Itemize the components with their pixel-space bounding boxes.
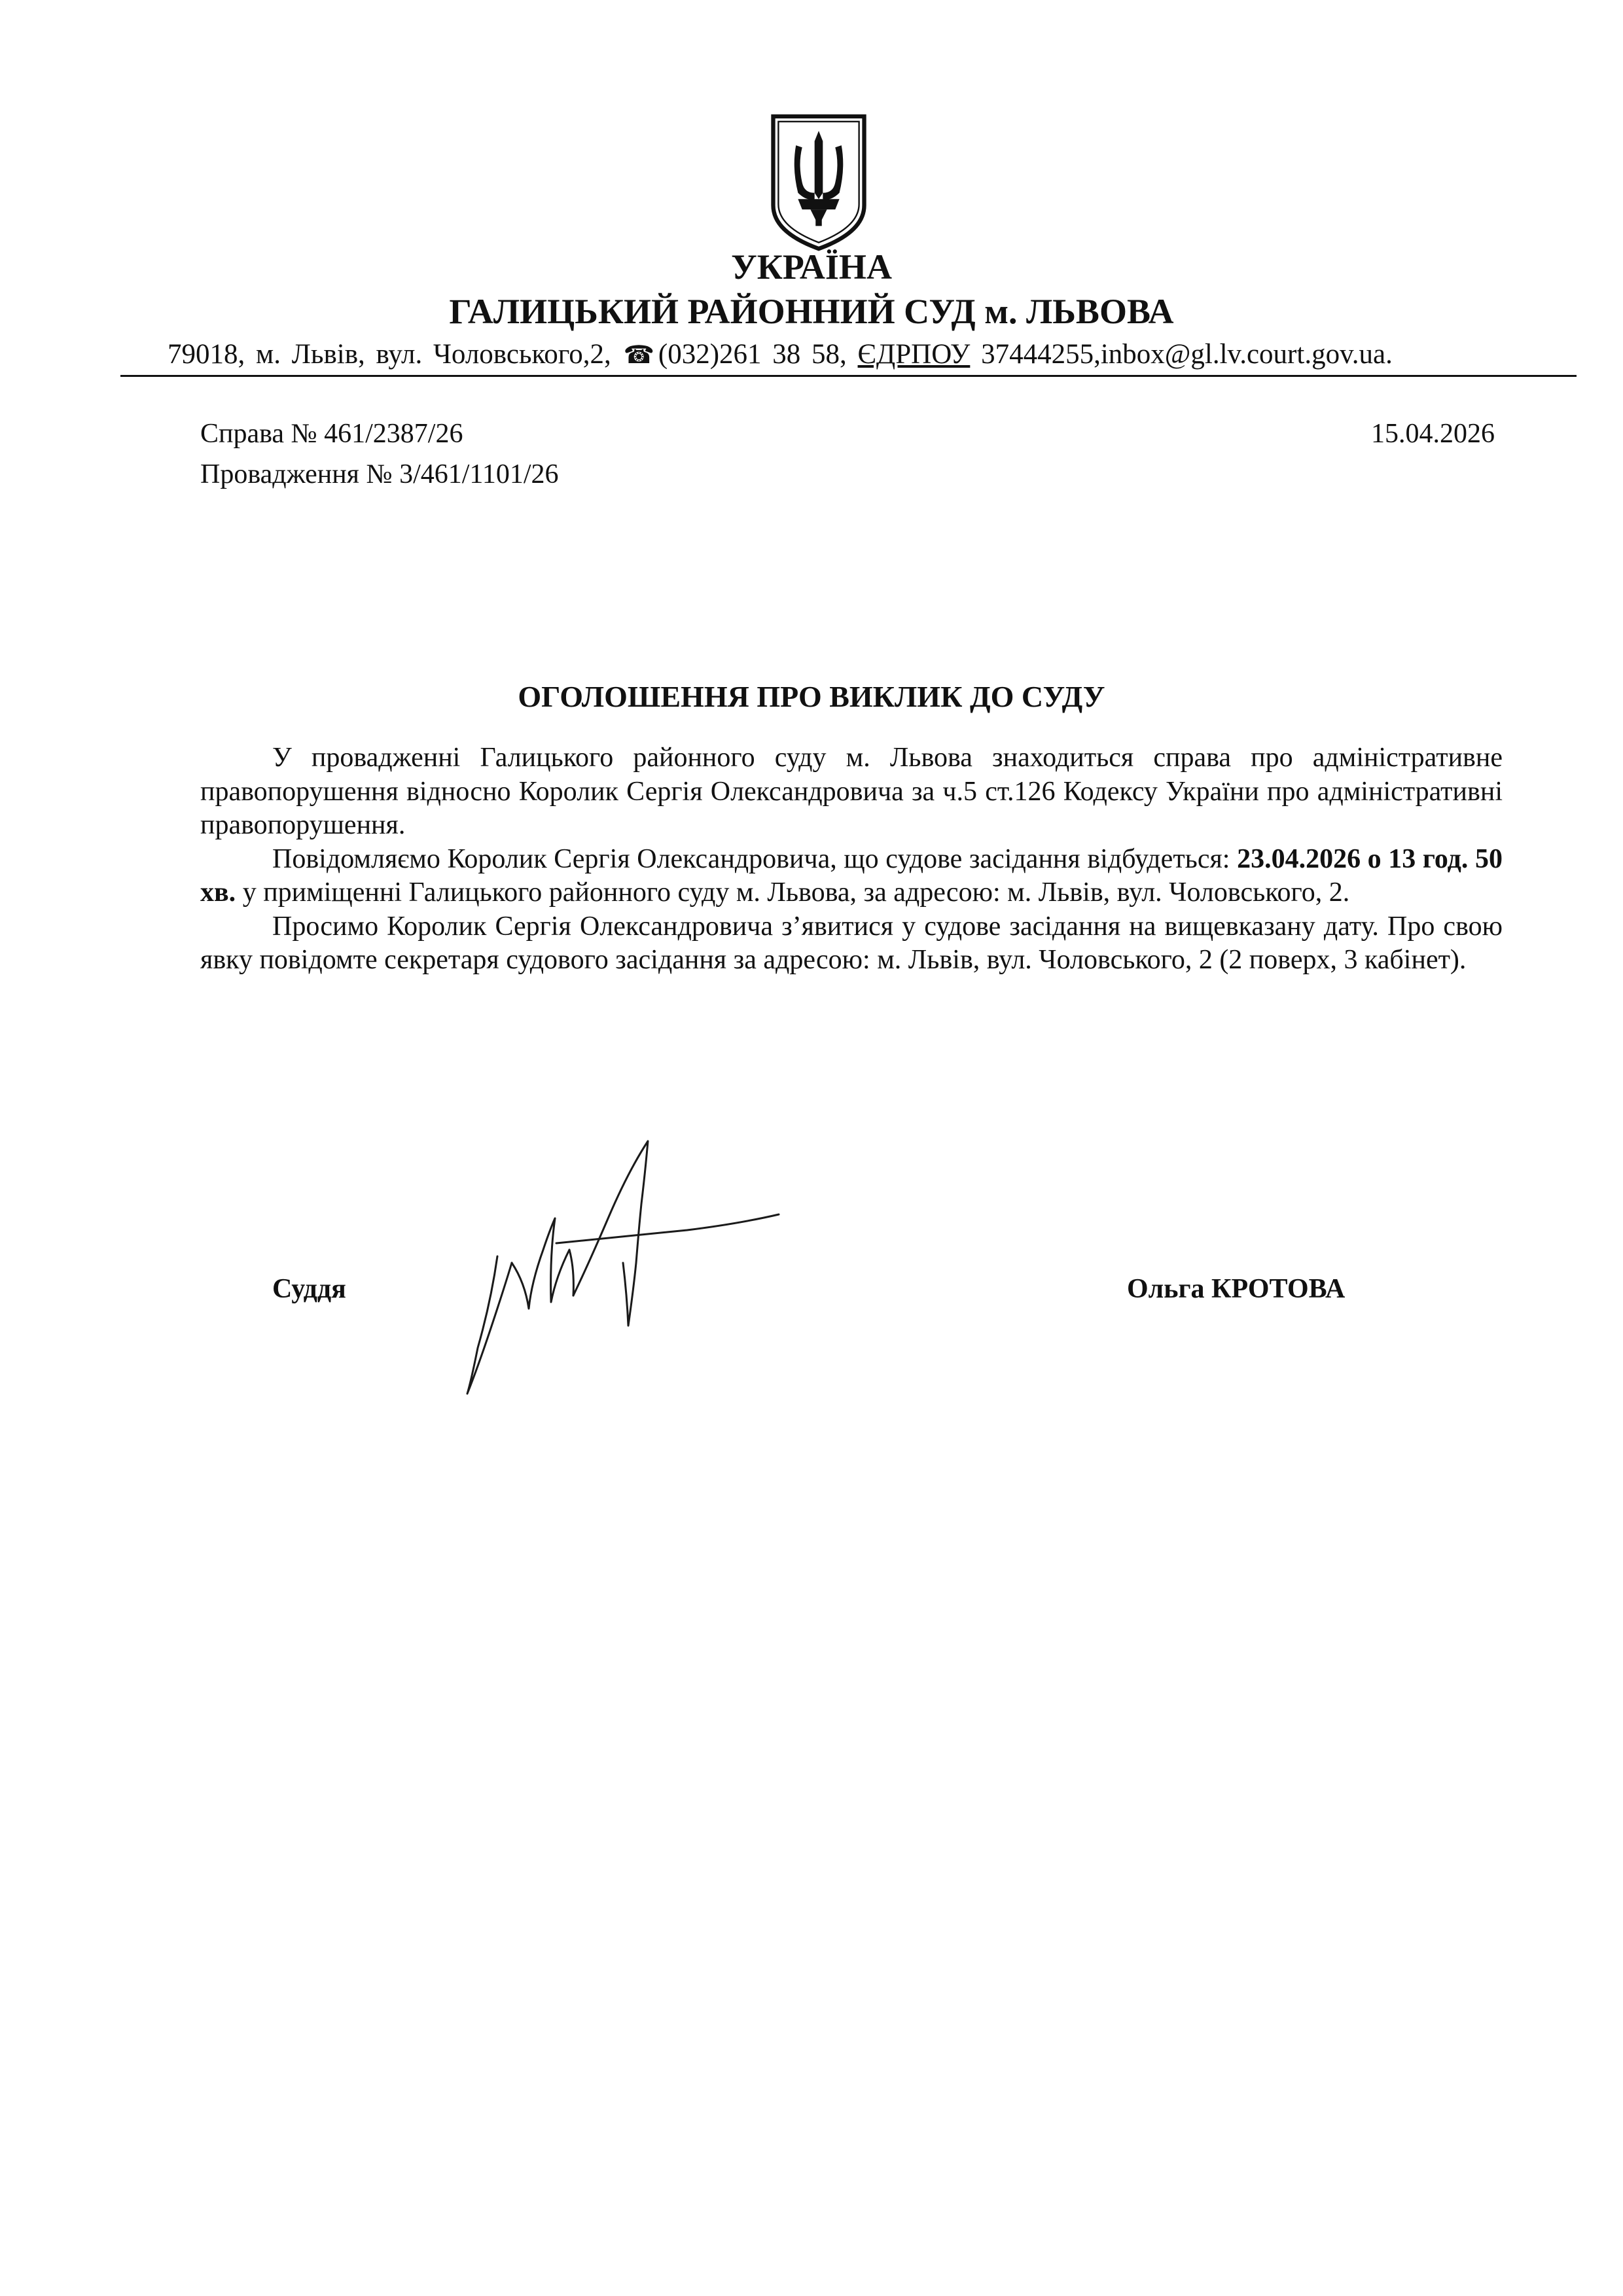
coat-of-arms-icon	[767, 110, 870, 255]
handwritten-signature	[452, 1132, 818, 1413]
paragraph2-rest: у приміщенні Галицького районного суду м. Львова, за адресою: м. Львів, вул. Чоловського, 2.	[242, 877, 1350, 908]
case-info	[200, 414, 559, 495]
header-divider	[120, 375, 1577, 377]
body-paragraph-3: Просимо Королик Сергія Олександровича з’явитися у судове засідання на вищевказану дату. Про свою явку повідомте секретаря судового засідання за адресою: м. Львів, вул. Чоловського, 2 (2 поверх, 3 кабінет).	[200, 911, 1503, 975]
body-paragraph-1: У провадженні Галицького районного суду м. Львова знаходиться справа про адміністративне правопорушення відносно Королик Сергія Олександровича за ч.5 ст.126 Кодексу України про адміністративні правопорушення.	[200, 743, 1503, 840]
telephone-icon: ☎	[623, 342, 654, 369]
judge-role: Суддя	[272, 1274, 346, 1304]
body-paragraph-2	[200, 843, 1503, 910]
edrpou-and-email: 37444255,inbox@gl.lv.court.gov.ua.	[981, 339, 1393, 370]
court-name: ГАЛИЦЬКИЙ РАЙОННИЙ СУД м. ЛЬВОВА	[449, 292, 1174, 331]
hearing-datetime: 23.04.2026 о 13 год. 50 хв.	[200, 843, 1503, 908]
paragraph2-intro: Повідомляємо Королик Сергія Олександровича, що судове засідання відбудеться:	[272, 843, 1230, 874]
judge-name: Ольга КРОТОВА	[1127, 1274, 1346, 1304]
country-title: УКРАЇНА	[731, 247, 892, 287]
proceeding-number: Провадження № 3/461/1101/26	[200, 459, 559, 489]
court-phone: (032)261 38 58,	[658, 339, 847, 370]
case-number: Справа № 461/2387/26	[200, 419, 463, 449]
court-address-line	[168, 336, 1393, 374]
document-title: ОГОЛОШЕННЯ ПРО ВИКЛИК ДО СУДУ	[518, 680, 1105, 713]
edrpou-label: ЄДРПОУ	[857, 339, 971, 370]
document-date: 15.04.2026	[1371, 419, 1495, 449]
court-address: 79018, м. Львів, вул. Чоловського,2,	[168, 339, 611, 370]
document-body	[200, 741, 1503, 978]
